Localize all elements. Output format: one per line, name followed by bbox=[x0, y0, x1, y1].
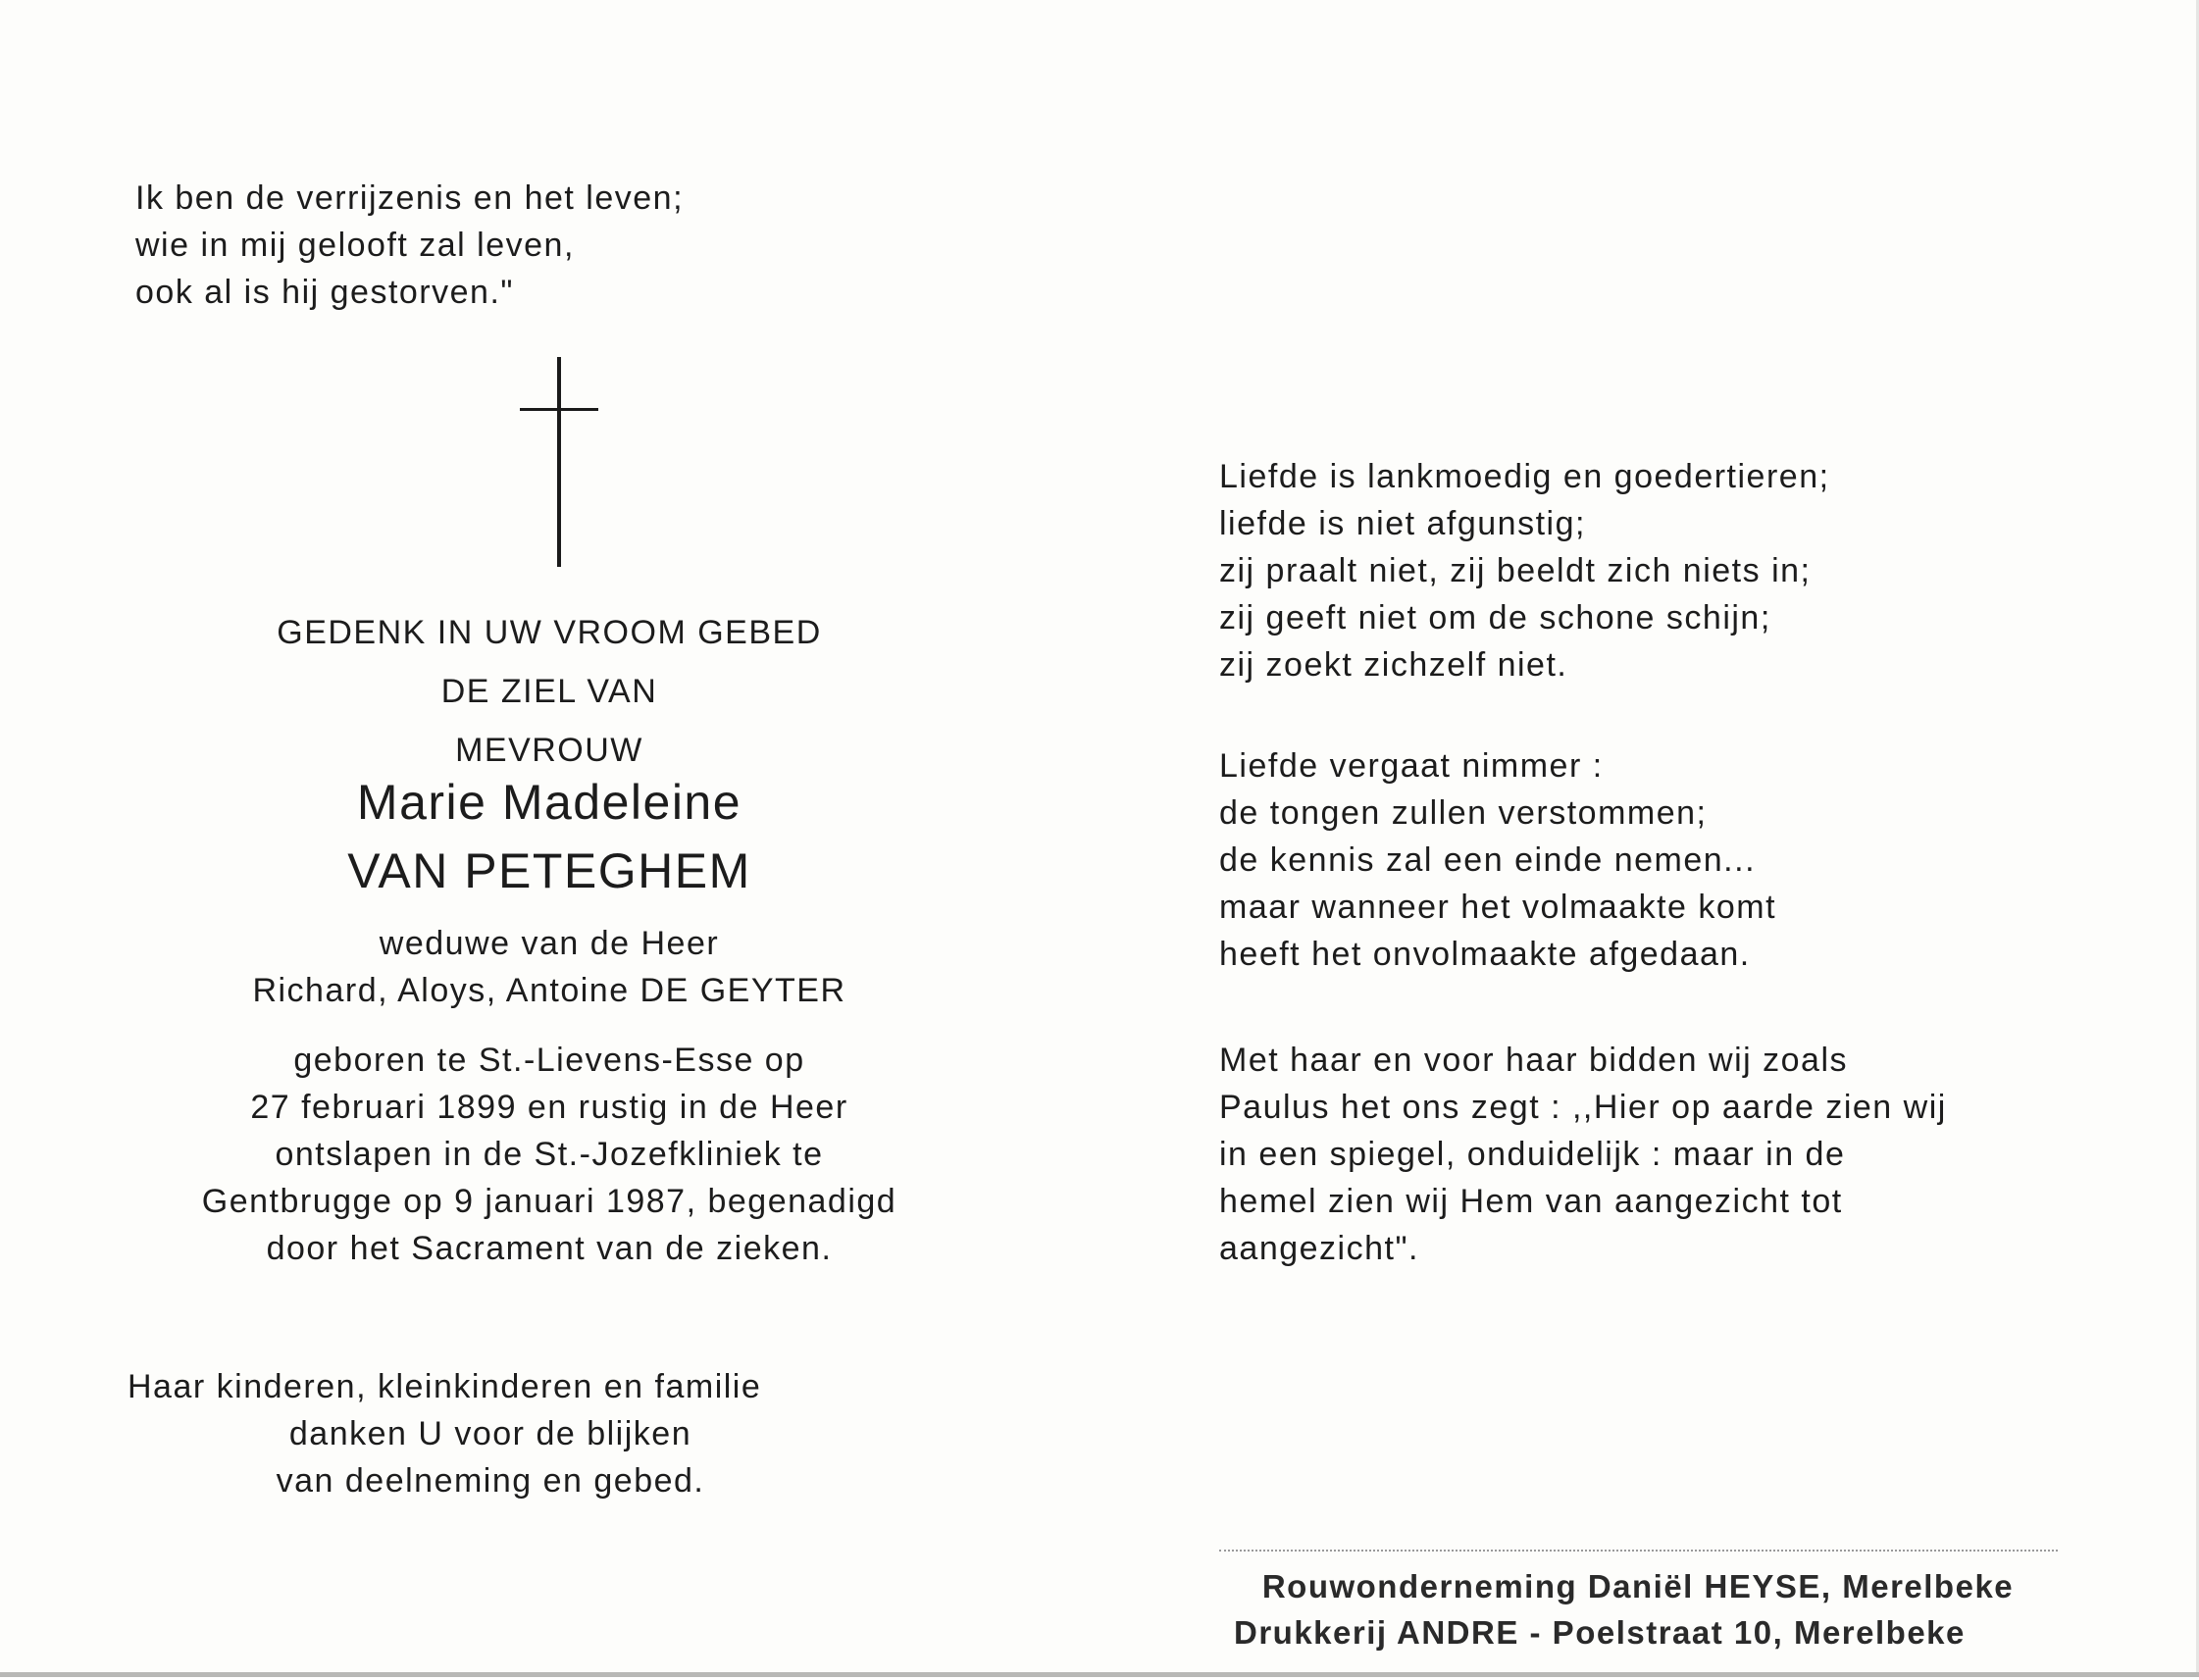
thanks-line: Haar kinderen, kleinkinderen en familie bbox=[128, 1368, 762, 1405]
verse-line: Liefde is lankmoedig en goedertieren; bbox=[1219, 458, 1830, 495]
verse-line: Met haar en voor haar bidden wij zoals bbox=[1219, 1042, 1848, 1079]
printer-imprint bbox=[1226, 1563, 2050, 1655]
verse-line: Paulus het ons zegt : ,,Hier op aarde zien wij bbox=[1219, 1089, 1947, 1126]
family-thanks bbox=[128, 1363, 853, 1504]
verse-love-never-fails bbox=[1219, 742, 1776, 978]
quote-line: wie in mij gelooft zal leven, bbox=[135, 227, 575, 264]
quote-line: ook al is hij gestorven." bbox=[135, 274, 514, 311]
verse-line: zij zoekt zichzelf niet. bbox=[1219, 646, 1568, 684]
life-line: 27 februari 1899 en rustig in de Heer bbox=[250, 1089, 848, 1126]
verse-line: liefde is niet afgunstig; bbox=[1219, 505, 1586, 542]
cross-vertical-bar bbox=[557, 357, 561, 567]
spouse-line: weduwe van de Heer bbox=[379, 925, 720, 962]
deceased-name bbox=[147, 768, 951, 905]
verse-line: de tongen zullen verstommen; bbox=[1219, 794, 1708, 832]
life-line: geboren te St.-Lievens-Esse op bbox=[293, 1042, 805, 1079]
life-line: Gentbrugge op 9 januari 1987, begenadigd bbox=[201, 1183, 897, 1220]
spouse-line: Richard, Aloys, Antoine DE GEYTER bbox=[252, 972, 846, 1009]
verse-love-patient bbox=[1219, 453, 1830, 688]
life-line: door het Sacrament van de zieken. bbox=[266, 1230, 833, 1267]
heading-line: DE ZIEL VAN bbox=[440, 673, 658, 710]
life-line: ontslapen in de St.-Jozefkliniek te bbox=[275, 1136, 824, 1173]
verse-line: zij geeft niet om de schone schijn; bbox=[1219, 599, 1771, 636]
latin-cross-icon bbox=[520, 357, 598, 567]
verse-line: heeft het onvolmaakte afgedaan. bbox=[1219, 936, 1751, 973]
verse-line: Liefde vergaat nimmer : bbox=[1219, 747, 1604, 785]
verse-prayer bbox=[1219, 1037, 1947, 1272]
imprint-line: Rouwonderneming Daniël HEYSE, Merelbeke bbox=[1261, 1568, 2015, 1604]
heading-line: MEVROUW bbox=[455, 732, 643, 769]
given-names: Marie Madeleine bbox=[356, 775, 742, 830]
verse-line: de kennis zal een einde nemen... bbox=[1219, 841, 1757, 879]
opening-quote bbox=[135, 175, 684, 316]
footer-divider bbox=[1219, 1550, 2058, 1552]
life-details bbox=[147, 1037, 951, 1272]
verse-line: maar wanneer het volmaakte komt bbox=[1219, 889, 1777, 926]
thanks-line: danken U voor de blijken bbox=[288, 1415, 692, 1452]
cross-horizontal-bar bbox=[520, 408, 598, 411]
verse-line: hemel zien wij Hem van aangezicht tot bbox=[1219, 1183, 1843, 1220]
imprint-line: Drukkerij ANDRE - Poelstraat 10, Merelbeke bbox=[1234, 1614, 1966, 1651]
surname: VAN PETEGHEM bbox=[347, 843, 751, 898]
verse-line: in een spiegel, onduidelijk : maar in de bbox=[1219, 1136, 1846, 1173]
verse-line: zij praalt niet, zij beeldt zich niets in; bbox=[1219, 552, 1812, 589]
quote-line: Ik ben de verrijzenis en het leven; bbox=[135, 179, 685, 217]
verse-line: aangezicht". bbox=[1219, 1230, 1419, 1267]
thanks-line: van deelneming en gebed. bbox=[276, 1462, 705, 1500]
heading-line: GEDENK IN UW VROOM GEBED bbox=[277, 614, 822, 651]
remembrance-heading bbox=[147, 603, 951, 780]
spouse-info bbox=[147, 920, 951, 1014]
